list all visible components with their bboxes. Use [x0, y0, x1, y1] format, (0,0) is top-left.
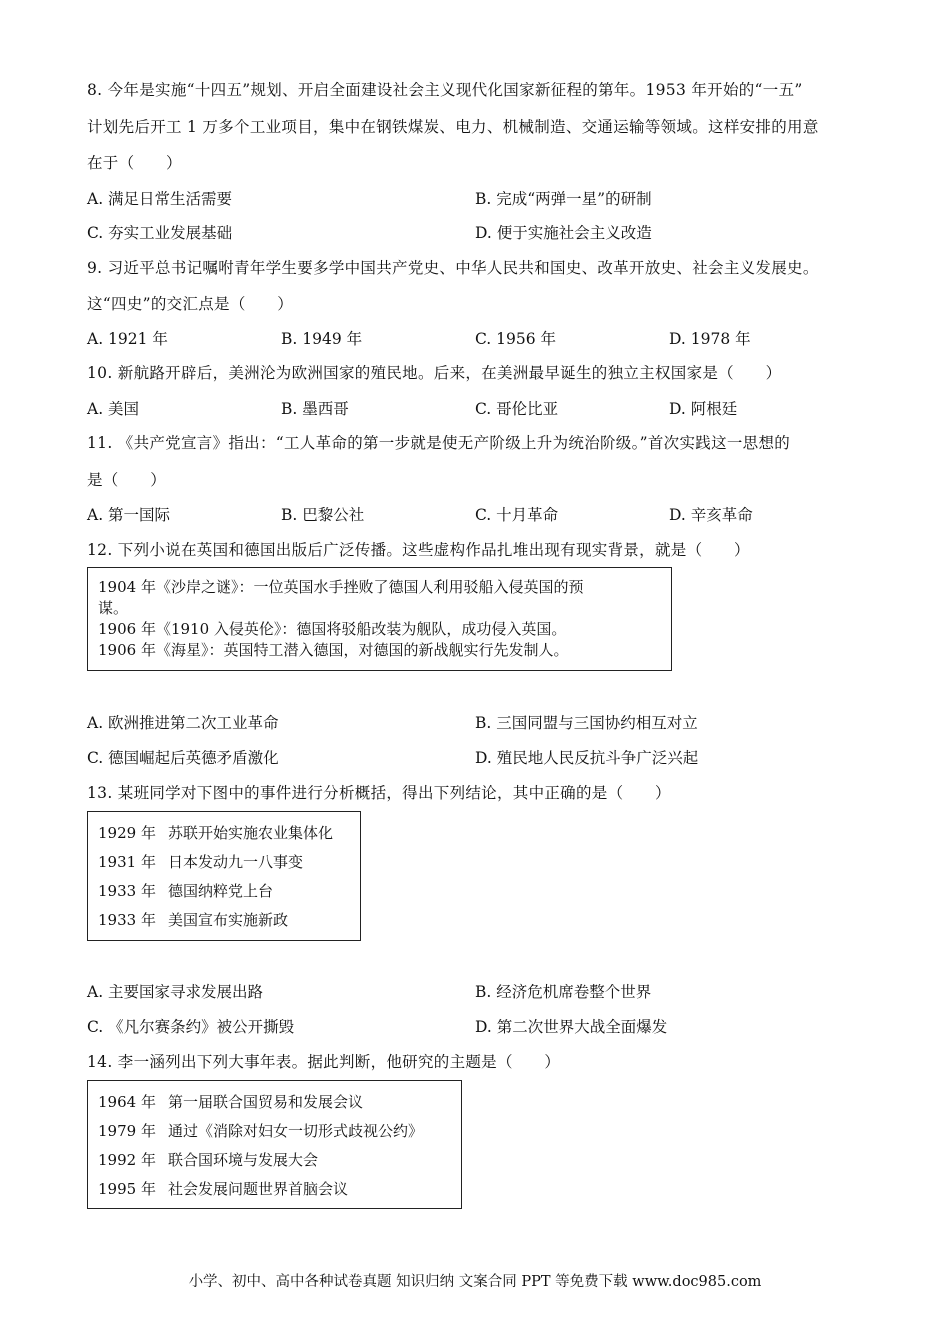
q8-line-2: 计划先后开工 1 万多个工业项目，集中在钢铁煤炭、电力、机械制造、交通运输等领域。这样安排的用意 [87, 118, 819, 136]
q14-line-1: 14. 李一涵列出下列大事年表。据此判断，他研究的主题是（ ） [87, 1053, 561, 1071]
q13-line-1: 13. 某班同学对下图中的事件进行分析概括，得出下列结论，其中正确的是（ ） [87, 784, 671, 802]
q12-box-line-4: 1906 年《海星》：英国特工潜入德国，对德国的新战舰实行先发制人。 [98, 641, 569, 659]
q12-option-d: D. 殖民地人民反抗斗争广泛兴起 [475, 749, 699, 767]
q13-row-event: 日本发动九一八事变 [168, 853, 304, 871]
q12-option-c: C. 德国崛起后英德矛盾激化 [87, 749, 279, 767]
q13-option-c: C. 《凡尔赛条约》被公开撕毁 [87, 1018, 295, 1036]
q10-option-a: A. 美国 [87, 400, 140, 418]
q13-row [98, 822, 333, 843]
q13-event-table [87, 811, 361, 941]
q13-row-year: 1933 年 [98, 911, 156, 929]
q14-event-table [87, 1080, 462, 1209]
q14-row [98, 1120, 423, 1141]
q13-row [98, 851, 303, 872]
q9-line-2: 这“四史”的交汇点是（ ） [87, 295, 294, 313]
q11-option-b: B. 巴黎公社 [281, 506, 365, 524]
q13-row-event: 德国纳粹党上台 [168, 882, 274, 900]
q14-row-year: 1992 年 [98, 1151, 156, 1169]
q8-line-3: 在于（ ） [87, 154, 182, 172]
q12-novel-box [87, 567, 672, 671]
q12-option-a: A. 欧洲推进第二次工业革命 [87, 714, 279, 732]
q10-option-c: C. 哥伦比亚 [475, 400, 559, 418]
q11-line-1: 11. 《共产党宣言》指出：“工人革命的第一步就是使无产阶级上升为统治阶级。”首次实践这一思想的 [87, 434, 791, 452]
q9-line-1: 9. 习近平总书记嘱咐青年学生要多学中国共产党史、中华人民共和国史、改革开放史、社会主义发展史。 [87, 259, 819, 277]
q14-row-year: 1964 年 [98, 1093, 156, 1111]
q14-row-event: 联合国环境与发展大会 [168, 1151, 319, 1169]
q14-row-event: 通过《消除对妇女一切形式歧视公约》 [168, 1122, 424, 1140]
q14-row [98, 1091, 363, 1112]
q8-line-1: 8. 今年是实施“十四五”规划、开启全面建设社会主义现代化国家新征程的第年。1953 年开始的“一五” [87, 81, 803, 99]
q9-option-b: B. 1949 年 [281, 330, 363, 348]
q9-option-c: C. 1956 年 [475, 330, 557, 348]
q12-line-1: 12. 下列小说在英国和德国出版后广泛传播。这些虚构作品扎堆出现有现实背景，就是（ ） [87, 541, 750, 559]
q13-row-year: 1929 年 [98, 824, 156, 842]
q13-row-year: 1931 年 [98, 853, 156, 871]
q11-option-d: D. 辛亥革命 [669, 506, 753, 524]
q12-option-b: B. 三国同盟与三国协约相互对立 [475, 714, 698, 732]
q11-option-a: A. 第一国际 [87, 506, 171, 524]
q12-box-line-2: 谋。 [98, 599, 129, 617]
q9-option-d: D. 1978 年 [669, 330, 751, 348]
q8-option-d: D. 便于实施社会主义改造 [475, 224, 652, 242]
q14-row [98, 1178, 348, 1199]
q12-box-line-1: 1904 年《沙岸之谜》：一位英国水手挫败了德国人利用驳船入侵英国的预 [98, 578, 584, 596]
q13-row-event: 美国宣布实施新政 [168, 911, 289, 929]
q8-option-b: B. 完成“两弹一星”的研制 [475, 190, 652, 208]
q12-box-line-3: 1906 年《1910 入侵英伦》：德国将驳船改装为舰队，成功侵入英国。 [98, 620, 567, 638]
q10-option-d: D. 阿根廷 [669, 400, 738, 418]
q13-row-event: 苏联开始实施农业集体化 [168, 824, 334, 842]
q13-row [98, 909, 288, 930]
q10-line-1: 10. 新航路开辟后，美洲沦为欧洲国家的殖民地。后来，在美洲最早诞生的独立主权国家是（ ） [87, 364, 782, 382]
q11-option-c: C. 十月革命 [475, 506, 559, 524]
q13-option-a: A. 主要国家寻求发展出路 [87, 983, 264, 1001]
q13-row-year: 1933 年 [98, 882, 156, 900]
q11-line-2: 是（ ） [87, 471, 167, 489]
q14-row-year: 1995 年 [98, 1180, 156, 1198]
q14-row-event: 第一届联合国贸易和发展会议 [168, 1093, 364, 1111]
q8-option-c: C. 夯实工业发展基础 [87, 224, 233, 242]
page-footer: 小学、初中、高中各种试卷真题 知识归纳 文案合同 PPT 等免费下载 www.doc985.com [188, 1274, 762, 1290]
q8-option-a: A. 满足日常生活需要 [87, 190, 233, 208]
q14-row-event: 社会发展问题世界首脑会议 [168, 1180, 349, 1198]
q13-option-d: D. 第二次世界大战全面爆发 [475, 1018, 668, 1036]
q14-row-year: 1979 年 [98, 1122, 156, 1140]
q13-row [98, 880, 273, 901]
q9-option-a: A. 1921 年 [87, 330, 168, 348]
q13-option-b: B. 经济危机席卷整个世界 [475, 983, 652, 1001]
q10-option-b: B. 墨西哥 [281, 400, 349, 418]
q14-row [98, 1149, 318, 1170]
